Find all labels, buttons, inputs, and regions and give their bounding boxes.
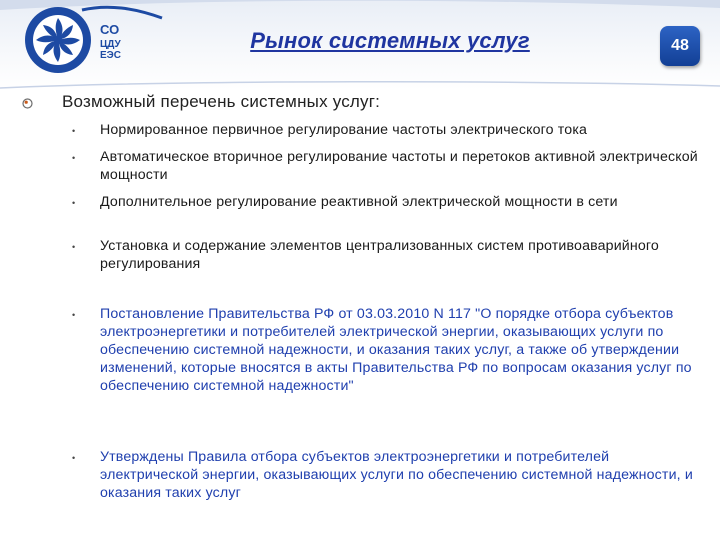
list-item-text-rules: Утверждены Правила отбора субъектов электроэнергетики и потребителей электрической энергии, оказывающих услуги по обеспечению системной надежности, и оказания таких услуг — [100, 449, 693, 501]
list-item-text: Дополнительное регулирование реактивной электрической мощности в сети — [100, 194, 618, 210]
page-number: 48 — [671, 37, 689, 54]
bullet-icon: • — [72, 242, 76, 252]
slide-title: Рынок системных услуг — [250, 28, 530, 53]
list-item-text: Установка и содержание элементов централизованных систем противоаварийного регулирования — [100, 238, 659, 272]
bullet-icon: • — [72, 153, 76, 163]
logo-text-line3: ЕЭС — [100, 50, 122, 61]
logo-text-line2: ЦДУ — [100, 39, 121, 50]
bullet-icon: • — [72, 310, 76, 320]
list-item-text-regulation: Постановление Правительства РФ от 03.03.2010 N 117 "О порядке отбора субъектов электроэнергетики и потребителей электрической энергии, оказывающих услуги по обеспечению системной надежности, и оказания таких услуг, а также об утверждении изменений, которые вносятся в акты Правительства РФ по вопросам оказания услуг по обеспечению системной надежности" — [100, 306, 692, 394]
sun-swirl-logo-icon — [22, 4, 172, 76]
list-item-text: Автоматическое вторичное регулирование частоты и перетоков активной электрической мощности — [100, 149, 698, 183]
list-item-text: Нормированное первичное регулирование частоты электрического тока — [100, 122, 588, 138]
bullet-icon: • — [72, 453, 76, 463]
logo-text-line1: СО — [100, 22, 120, 37]
heading-bullet-icon — [22, 98, 33, 109]
list-heading: Возможный перечень системных услуг: — [62, 92, 381, 111]
bullet-icon: • — [72, 198, 76, 208]
company-logo — [22, 4, 172, 76]
page-number-badge — [660, 26, 700, 66]
bullet-icon: • — [72, 126, 76, 136]
